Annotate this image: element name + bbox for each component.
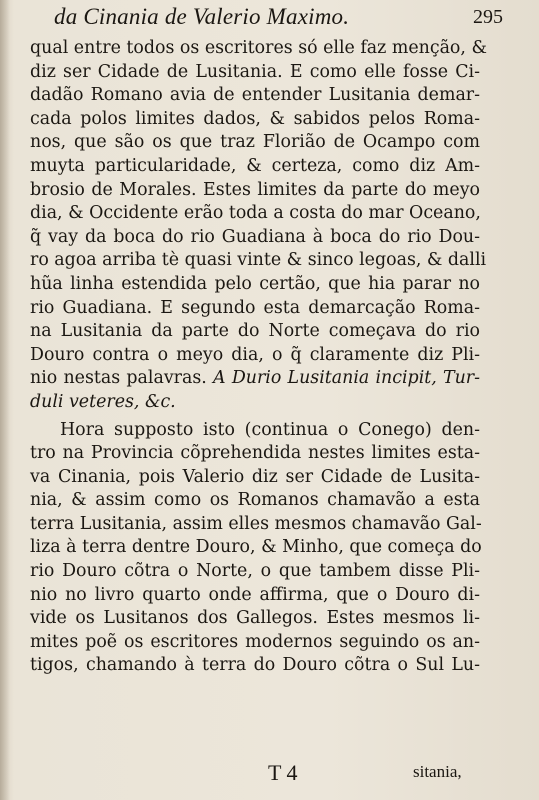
- text-line: na Lusitania da parte do Norte começava do rio: [30, 321, 480, 342]
- text-line: dadão Romano avia de entender Lusitania demar-: [30, 85, 480, 106]
- text-line: mites poẽ os escritores modernos seguindo os an-: [30, 631, 480, 652]
- text-line: brosio de Morales. Estes limites da parte do meyo: [30, 179, 480, 200]
- paragraph-start: Hora supposto isto (continua o Conego) den-: [60, 419, 480, 440]
- text-line: nio nestas palavras.: [30, 368, 207, 389]
- text-line: nos, que são os que traz Florião de Ocampo com: [30, 132, 480, 153]
- text-line: muyta particularidade, & certeza, como diz Am-: [30, 155, 480, 176]
- text-line: liza à terra dentre Douro, & Minho, que começa do: [30, 537, 482, 558]
- page-number: 295: [473, 6, 503, 28]
- text-line: q̃ vay da boca do rio Guadiana à boca do rio Dou-: [30, 226, 480, 247]
- body-text: [30, 37, 487, 678]
- text-line: terra Lusitania, assim elles mesmos chamavão Gal-: [30, 513, 482, 534]
- catchword: sitania,: [413, 762, 462, 781]
- text-line: ro agoa arriba tè quasi vinte & sinco legoas, & dalli: [30, 250, 487, 271]
- latin-quote: duli veteres, &c.: [30, 391, 176, 412]
- binding-shadow: [0, 0, 10, 800]
- text-line-with-quote: [30, 367, 480, 391]
- latin-quote: A Durio Lusitania incipit, Tur-: [213, 368, 480, 389]
- text-line: hũa linha estendida pelo certão, que hia parar no: [30, 273, 480, 294]
- running-head: da Cinania de Valerio Maximo.: [54, 4, 350, 29]
- text-line: cada polos limites dados, & sabidos pelos Roma-: [30, 108, 480, 129]
- text-line: nia, & assim como os Romanos chamavão a esta: [30, 490, 480, 511]
- text-line: tro na Provincia cõprehendida nestes limites esta-: [30, 443, 480, 464]
- text-line: dia, & Occidente erão toda a costa do mar Oceano,: [30, 203, 481, 224]
- text-line: tigos, chamando à terra do Douro cõtra o Sul Lu-: [30, 655, 480, 676]
- text-line: rio Douro cõtra o Norte, o que tambem disse Pli-: [30, 561, 480, 582]
- text-line: va Cinania, pois Valerio diz ser Cidade de Lusita-: [30, 466, 480, 487]
- text-line: vide os Lusitanos dos Gallegos. Estes mesmos li-: [30, 608, 480, 629]
- page-header: [0, 0, 539, 36]
- page-footer: [0, 760, 539, 796]
- text-line: diz ser Cidade de Lusitania. E como elle fosse Ci-: [30, 61, 480, 82]
- text-line: Douro contra o meyo dia, o q̃ claramente diz Pli-: [30, 344, 480, 365]
- latin-quote-end: [30, 391, 480, 415]
- signature-mark: T 4: [268, 760, 298, 785]
- text-line: nio no livro quarto onde affirma, que o Douro di-: [30, 584, 480, 605]
- text-line: rio Guadiana. E segundo esta demarcação Roma-: [30, 297, 480, 318]
- text-line: qual entre todos os escritores só elle faz menção, &: [30, 38, 487, 58]
